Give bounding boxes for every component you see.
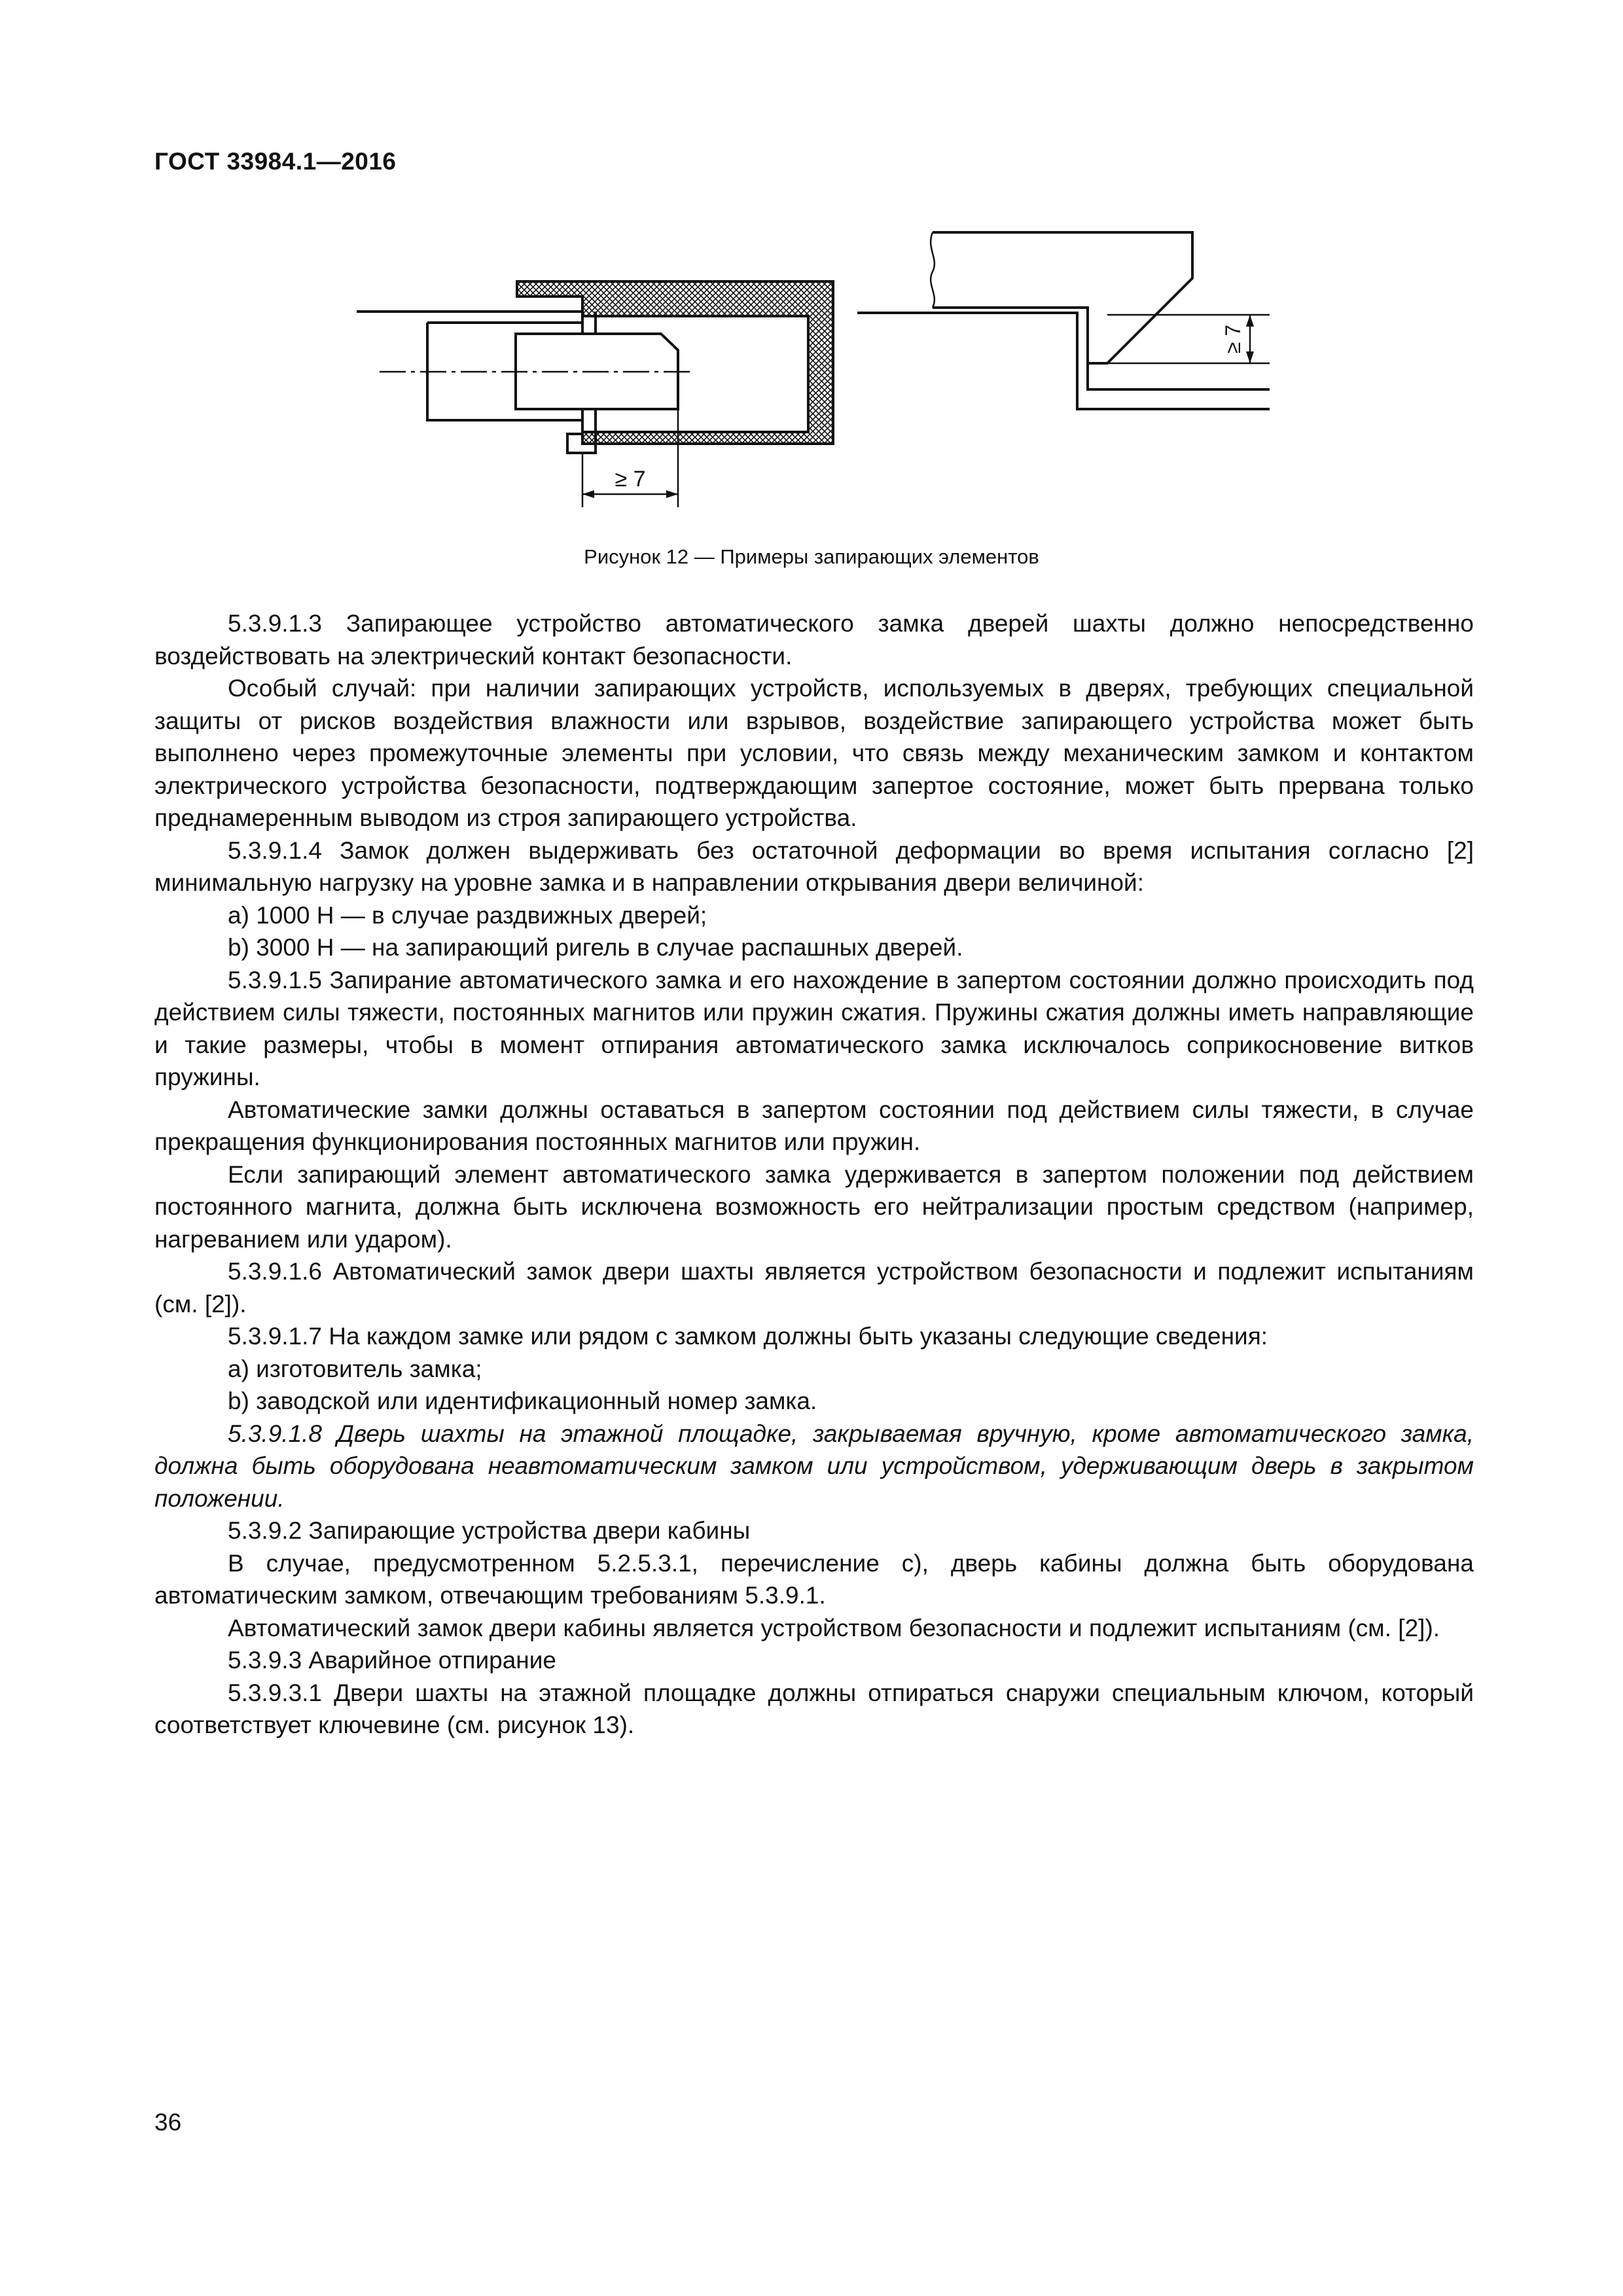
upper-hook-profile: [933, 232, 1192, 363]
paragraph-special-case: Особый случай: при наличии запирающих устройств, используемых в дверях, требующих специальной защиты от рисков воздействия влажности или взрывов, воздействие запирающего устройства может быть выполнено через промежуточные элементы при условии, что связь между механическим замком и контактом электрического устройства безопасности, подтверждающим запертое состояние, может быть прервана только преднамеренным выводом из строя запирающего устройства.: [154, 675, 1474, 831]
paragraph-cabin-lock-safety: Автоматический замок двери кабины является устройством безопасности и подлежит испытаниям (см. [2]).: [228, 1614, 1440, 1641]
locking-elements-drawing: [353, 219, 1270, 520]
paragraph-5-3-9-3: 5.3.9.3 Аварийное отпирание: [228, 1647, 556, 1674]
figure-12: [353, 219, 1270, 520]
dimension-label-right: ≥ 7: [1221, 324, 1245, 354]
catch-profile: [857, 313, 1270, 409]
right-lock-example: [857, 232, 1270, 409]
paragraph-5-3-9-2: 5.3.9.2 Запирающие устройства двери кабины: [228, 1517, 751, 1544]
dimension-label-left: ≥ 7: [615, 467, 646, 492]
paragraph-5-3-9-1-5: 5.3.9.1.5 Запирание автоматического замка и его нахождение в запертом состоянии должно происходить под действием силы тяжести, постоянных магнитов или пружин сжатия. Пружины сжатия должны иметь направляющие и такие размеры, чтобы в момент отпирания автоматического замка исключалось соприкосновение витков пружины.: [154, 966, 1474, 1090]
list-item-a-1000n: a) 1000 Н — в случае раздвижных дверей;: [228, 901, 707, 929]
document-header: ГОСТ 33984.1—2016: [154, 148, 397, 175]
paragraph-5-3-9-1-4: 5.3.9.1.4 Замок должен выдерживать без остаточной деформации во время испытания согласно [2] минимальную нагрузку на уровне замка и в направлении открывания двери величиной:: [154, 836, 1474, 896]
page-number: 36: [154, 2109, 182, 2136]
list-item-b-serial-number: b) заводской или идентификационный номер замка.: [228, 1388, 817, 1414]
list-item-a-manufacturer: a) изготовитель замка;: [228, 1355, 482, 1382]
left-lock-example: [357, 281, 833, 507]
paragraph-automatic-locks-gravity: Автоматические замки должны оставаться в запертом состоянии под действием силы тяжести, в случае прекращения функционирования постоянных магнитов или пружин.: [154, 1096, 1474, 1155]
figure-caption: Рисунок 12 — Примеры запирающих элементов: [584, 545, 1039, 568]
paragraph-5-3-9-3-1: 5.3.9.3.1 Двери шахты на этажной площадке должны отпираться снаружи специальным ключом, который соответствует ключевине (см. рисунок 13).: [154, 1679, 1474, 1738]
paragraph-permanent-magnet: Если запирающий элемент автоматического замка удерживается в запертом положении под действием постоянного магнита, должна быть исключена возможность его нейтрализации простым средством (например, нагреванием или ударом).: [154, 1160, 1474, 1253]
paragraph-cabin-door-case: В случае, предусмотренном 5.2.5.3.1, перечисление с), дверь кабины должна быть оборудована автоматическим замком, отвечающим требованиям 5.3.9.1.: [154, 1549, 1474, 1609]
list-item-b-3000n: b) 3000 Н — на запирающий ригель в случае распашных дверей.: [228, 934, 963, 961]
paragraph-5-3-9-1-3: 5.3.9.1.3 Запирающее устройство автоматического замка дверей шахты должно непосредственно воздействовать на электрический контакт безопасности.: [154, 610, 1474, 670]
document-body: [154, 607, 1474, 1742]
paragraph-5-3-9-1-8: 5.3.9.1.8 Дверь шахты на этажной площадке, закрываемая вручную, кроме автоматического замка, должна быть оборудована неавтоматическим замком или устройством, удерживающим дверь в закрытом положении.: [154, 1420, 1474, 1512]
paragraph-5-3-9-1-6: 5.3.9.1.6 Автоматический замок двери шахты является устройством безопасности и подлежит испытаниям (см. [2]).: [154, 1258, 1474, 1318]
paragraph-5-3-9-1-7: 5.3.9.1.7 На каждом замке или рядом с замком должны быть указаны следующие сведения:: [228, 1323, 1268, 1350]
